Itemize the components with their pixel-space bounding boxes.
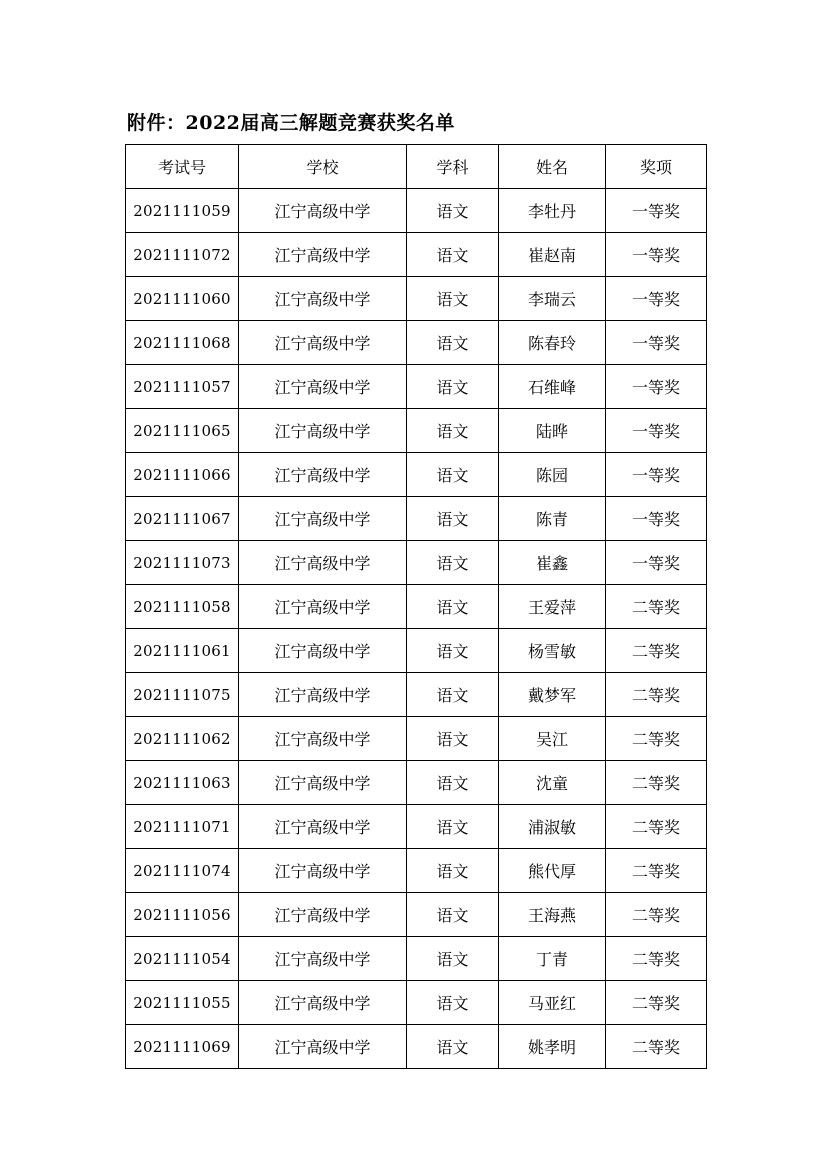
cell-school: 江宁高级中学 [239,893,407,937]
cell-school: 江宁高级中学 [239,189,407,233]
cell-exam-id: 2021111060 [126,277,239,321]
cell-name: 吴江 [499,717,606,761]
cell-name: 陈春玲 [499,321,606,365]
table-row [126,233,707,277]
cell-subject: 语文 [407,541,499,585]
cell-award: 二等奖 [606,1025,707,1069]
cell-school: 江宁高级中学 [239,497,407,541]
table-body [126,189,707,1069]
cell-subject: 语文 [407,365,499,409]
cell-subject: 语文 [407,981,499,1025]
cell-school: 江宁高级中学 [239,541,407,585]
cell-award: 二等奖 [606,585,707,629]
cell-subject: 语文 [407,761,499,805]
table-row [126,409,707,453]
cell-award: 一等奖 [606,497,707,541]
header-award: 奖项 [606,145,707,189]
cell-subject: 语文 [407,497,499,541]
table-row [126,1025,707,1069]
cell-subject: 语文 [407,629,499,673]
cell-exam-id: 2021111054 [126,937,239,981]
cell-exam-id: 2021111068 [126,321,239,365]
cell-award: 二等奖 [606,805,707,849]
table-row [126,849,707,893]
table-row [126,541,707,585]
cell-exam-id: 2021111055 [126,981,239,1025]
cell-exam-id: 2021111065 [126,409,239,453]
cell-exam-id: 2021111061 [126,629,239,673]
cell-subject: 语文 [407,1025,499,1069]
cell-school: 江宁高级中学 [239,233,407,277]
cell-name: 陈园 [499,453,606,497]
cell-award: 一等奖 [606,277,707,321]
table-row [126,937,707,981]
header-name: 姓名 [499,145,606,189]
cell-subject: 语文 [407,277,499,321]
cell-exam-id: 2021111072 [126,233,239,277]
cell-name: 姚孝明 [499,1025,606,1069]
cell-award: 二等奖 [606,893,707,937]
header-school: 学校 [239,145,407,189]
table-row [126,277,707,321]
cell-school: 江宁高级中学 [239,453,407,497]
cell-school: 江宁高级中学 [239,673,407,717]
table-row [126,497,707,541]
cell-exam-id: 2021111071 [126,805,239,849]
cell-exam-id: 2021111059 [126,189,239,233]
cell-school: 江宁高级中学 [239,629,407,673]
table-row [126,673,707,717]
cell-school: 江宁高级中学 [239,761,407,805]
cell-subject: 语文 [407,233,499,277]
header-exam-id: 考试号 [126,145,239,189]
cell-name: 丁青 [499,937,606,981]
cell-subject: 语文 [407,585,499,629]
cell-exam-id: 2021111056 [126,893,239,937]
header-subject: 学科 [407,145,499,189]
cell-award: 一等奖 [606,321,707,365]
cell-name: 杨雪敏 [499,629,606,673]
cell-name: 沈童 [499,761,606,805]
cell-name: 崔鑫 [499,541,606,585]
cell-subject: 语文 [407,673,499,717]
cell-school: 江宁高级中学 [239,1025,407,1069]
cell-award: 二等奖 [606,673,707,717]
cell-award: 二等奖 [606,937,707,981]
cell-name: 浦淑敏 [499,805,606,849]
cell-exam-id: 2021111066 [126,453,239,497]
cell-school: 江宁高级中学 [239,277,407,321]
cell-award: 二等奖 [606,717,707,761]
cell-exam-id: 2021111063 [126,761,239,805]
cell-subject: 语文 [407,409,499,453]
cell-subject: 语文 [407,189,499,233]
cell-school: 江宁高级中学 [239,585,407,629]
table-row [126,321,707,365]
cell-exam-id: 2021111062 [126,717,239,761]
cell-exam-id: 2021111074 [126,849,239,893]
table-row [126,453,707,497]
cell-school: 江宁高级中学 [239,805,407,849]
cell-exam-id: 2021111058 [126,585,239,629]
cell-award: 一等奖 [606,409,707,453]
cell-name: 李牡丹 [499,189,606,233]
table-row [126,893,707,937]
cell-subject: 语文 [407,893,499,937]
table-row [126,981,707,1025]
table-row [126,629,707,673]
cell-name: 戴梦军 [499,673,606,717]
cell-school: 江宁高级中学 [239,849,407,893]
table-row [126,189,707,233]
cell-exam-id: 2021111073 [126,541,239,585]
cell-exam-id: 2021111067 [126,497,239,541]
cell-school: 江宁高级中学 [239,321,407,365]
cell-award: 二等奖 [606,849,707,893]
cell-name: 陈青 [499,497,606,541]
cell-school: 江宁高级中学 [239,981,407,1025]
cell-name: 李瑞云 [499,277,606,321]
cell-name: 王爱萍 [499,585,606,629]
table-row [126,805,707,849]
cell-name: 王海燕 [499,893,606,937]
cell-school: 江宁高级中学 [239,365,407,409]
cell-subject: 语文 [407,805,499,849]
award-table [125,144,707,1069]
table-row [126,365,707,409]
page-title: 附件：2022届高三解题竞赛获奖名单 [127,112,455,134]
cell-award: 一等奖 [606,365,707,409]
table-header [126,145,707,189]
cell-exam-id: 2021111057 [126,365,239,409]
cell-name: 熊代厚 [499,849,606,893]
header-row [126,145,707,189]
cell-award: 一等奖 [606,453,707,497]
cell-school: 江宁高级中学 [239,717,407,761]
table-row [126,585,707,629]
cell-award: 一等奖 [606,541,707,585]
cell-exam-id: 2021111075 [126,673,239,717]
cell-name: 石维峰 [499,365,606,409]
table-row [126,717,707,761]
cell-award: 二等奖 [606,981,707,1025]
cell-subject: 语文 [407,937,499,981]
cell-subject: 语文 [407,717,499,761]
cell-award: 二等奖 [606,629,707,673]
table-row [126,761,707,805]
cell-award: 二等奖 [606,761,707,805]
cell-name: 马亚红 [499,981,606,1025]
cell-subject: 语文 [407,849,499,893]
cell-school: 江宁高级中学 [239,937,407,981]
cell-subject: 语文 [407,321,499,365]
cell-name: 崔赵南 [499,233,606,277]
cell-award: 一等奖 [606,189,707,233]
cell-school: 江宁高级中学 [239,409,407,453]
cell-name: 陆晔 [499,409,606,453]
cell-award: 一等奖 [606,233,707,277]
cell-subject: 语文 [407,453,499,497]
cell-exam-id: 2021111069 [126,1025,239,1069]
